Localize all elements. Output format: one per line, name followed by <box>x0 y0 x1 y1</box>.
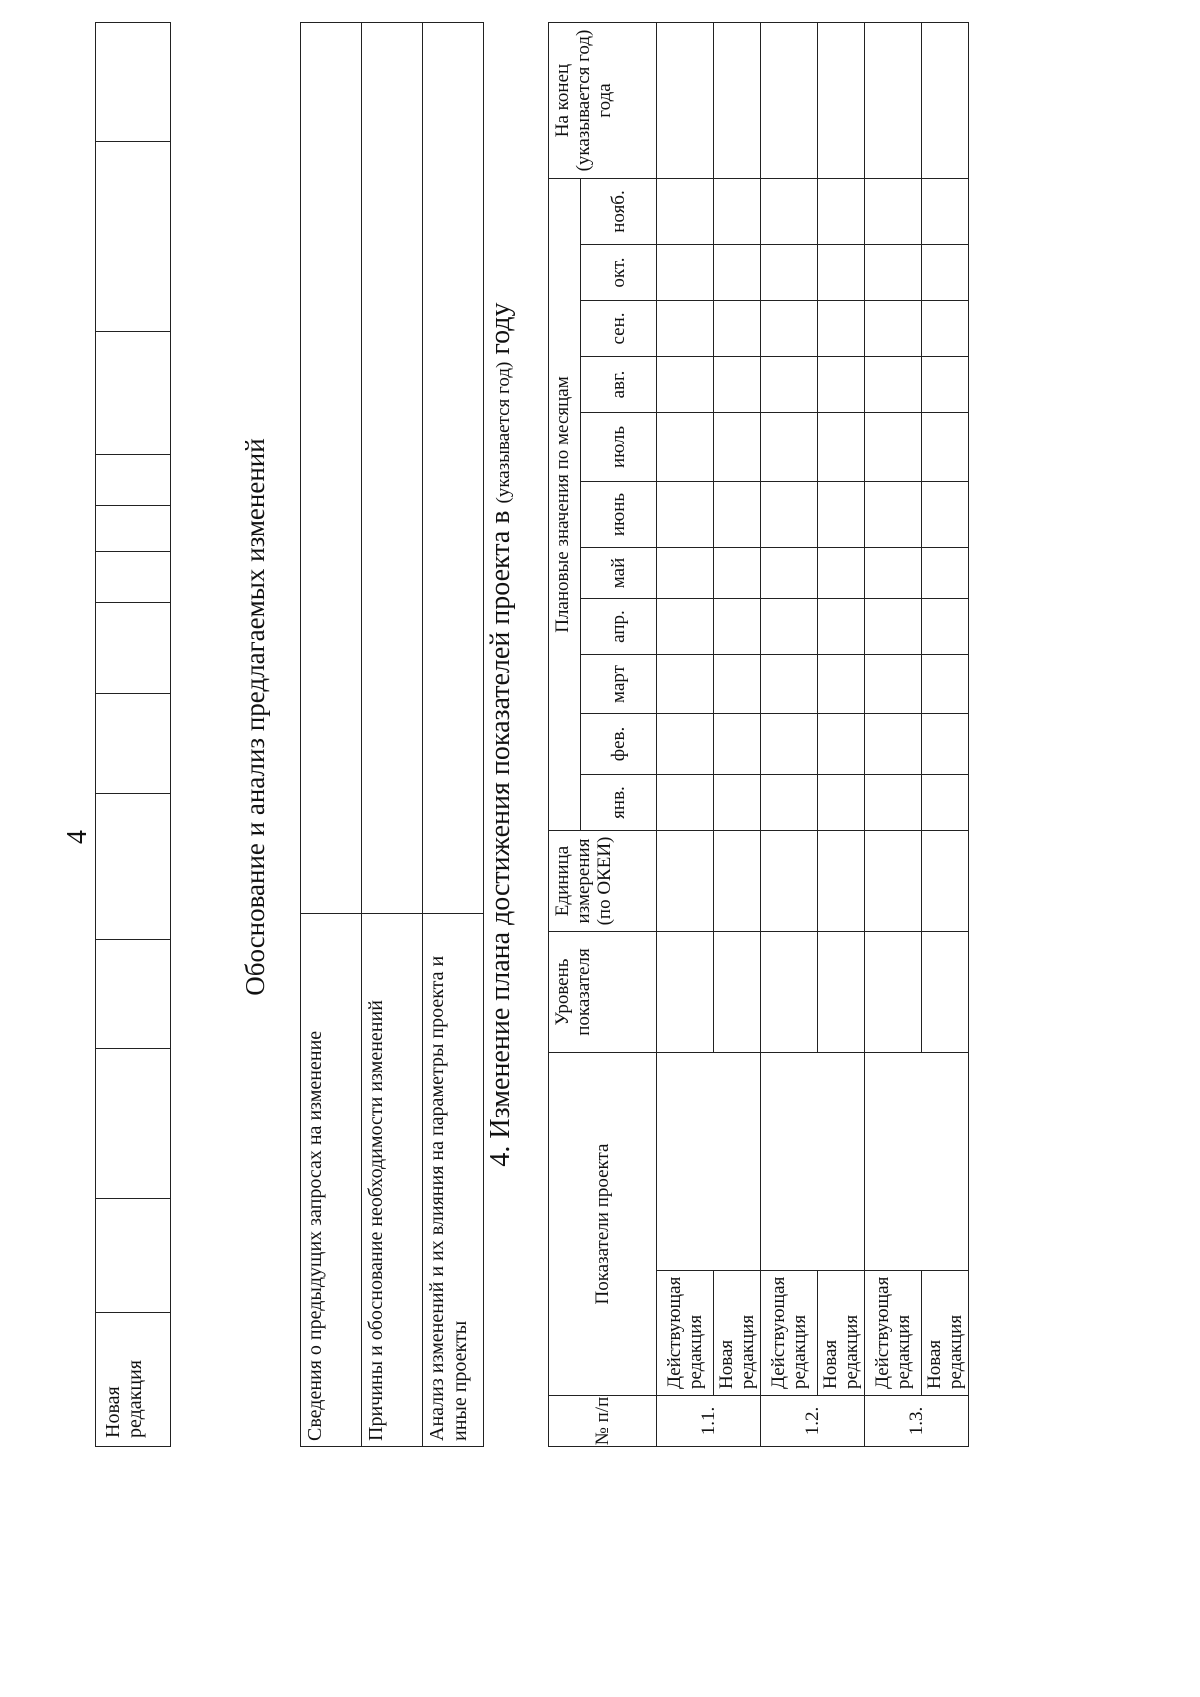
month-aug: авг. <box>581 357 657 413</box>
month-mar: март <box>581 655 657 714</box>
header-indicators: Показатели проекта <box>549 1053 657 1396</box>
section-4-title-year-note: (указывается год) <box>493 361 514 504</box>
impact-analysis-value <box>423 23 484 914</box>
justification-table <box>300 22 484 1447</box>
reasons-value <box>362 23 423 914</box>
current-edition-label: Действующая редакция <box>865 1270 922 1395</box>
new-edition-label: Новая редакция <box>818 1270 865 1395</box>
month-feb: фев. <box>581 714 657 775</box>
month-jul: июль <box>581 413 657 482</box>
previous-requests-label: Сведения о предыдущих запросах на изменение <box>301 914 362 1447</box>
header-planned-values: Плановые значения по месяцам <box>549 179 581 831</box>
month-sep: сен. <box>581 301 657 357</box>
previous-requests-value <box>301 23 362 914</box>
month-oct: окт. <box>581 245 657 301</box>
header-num: № п/п <box>549 1396 657 1447</box>
current-edition-label: Действующая редакция <box>761 1270 818 1395</box>
month-jun: июнь <box>581 482 657 548</box>
month-may: май <box>581 548 657 599</box>
indicators-plan-table <box>548 22 969 1447</box>
table-row <box>865 23 922 1447</box>
table-row <box>301 23 362 1447</box>
current-edition-label: Действующая редакция <box>657 1270 714 1395</box>
header-end-of-year: На конец (указывается год) года <box>549 23 657 179</box>
table-row <box>96 23 171 1447</box>
row-number: 1.2. <box>761 1396 865 1447</box>
new-edition-label: Новая редакция <box>922 1270 969 1395</box>
section-4-title <box>485 22 517 1447</box>
month-nov: нояб. <box>581 179 657 245</box>
impact-analysis-label: Анализ изменений и их влияния на параметры проекта и иные проекты <box>423 914 484 1447</box>
row-number: 1.1. <box>657 1396 761 1447</box>
month-jan: янв. <box>581 775 657 831</box>
section-4-title-main: 4. Изменение плана достижения показателей проекта в <box>485 510 516 1167</box>
header-row <box>549 23 581 1447</box>
month-apr: апр. <box>581 599 657 655</box>
continuation-table <box>95 22 171 1447</box>
table-row <box>362 23 423 1447</box>
table-row <box>423 23 484 1447</box>
table-row <box>761 23 818 1447</box>
new-edition-label: Новая редакция <box>96 1313 171 1447</box>
row-number: 1.3. <box>865 1396 969 1447</box>
page-number: 4 <box>62 830 93 844</box>
justification-title: Обоснование и анализ предлагаемых изменений <box>240 438 270 996</box>
header-level: Уровень показателя <box>549 932 657 1053</box>
table-row <box>657 23 714 1447</box>
reasons-label: Причины и обоснование необходимости изменений <box>362 914 423 1447</box>
section-4-title-end: году <box>485 302 516 355</box>
new-edition-label: Новая редакция <box>714 1270 761 1395</box>
header-unit: Единица измерения (по ОКЕИ) <box>549 831 657 932</box>
